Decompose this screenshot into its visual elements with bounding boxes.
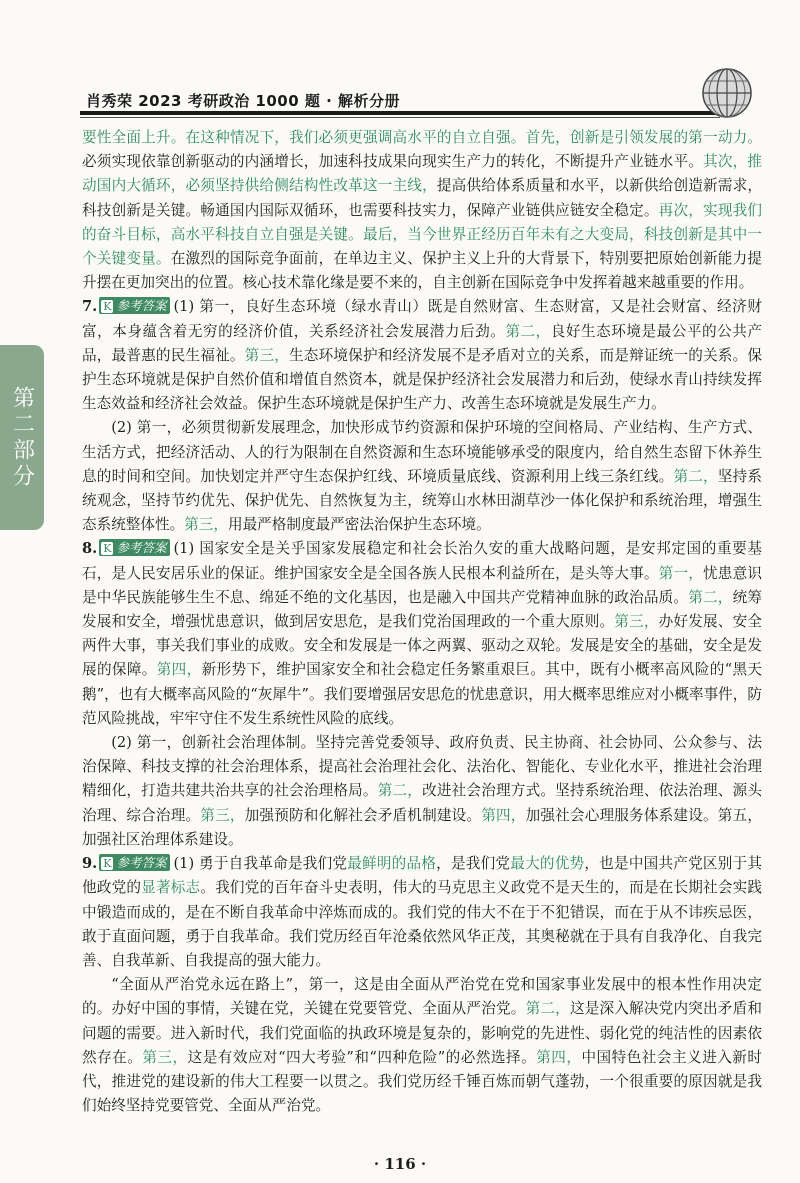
highlighted-text: 第三， [200,806,245,824]
body-text: 忧患意识是中华民族能够生生不息、绵延不绝的文化基因，也是融入中国共产党精神血脉的政治品质。 [82,564,762,606]
body-text: 这是深入解决党内突出矛盾和问题的需要。进入新时代，我们党面临的执政环境是复杂的，影响党的先进性、弱化党的纯洁性的因素依然存在。 [82,1000,762,1066]
question-number: 7. [82,298,98,316]
highlighted-text: 第二， [505,322,551,340]
section-tab-label: 第二部分 [9,385,35,490]
answer-text [82,298,762,412]
answer-8-part-1 [82,537,762,731]
highlighted-text: 再次，实现我们的奋斗目标，高水平科技自立自强是关键。最后，当今世界正经历百年未有之大变局，科技创新是其中一个关键变量。 [82,201,762,268]
question-number: 9. [82,855,98,873]
body-text: 生态环境保护和经济发展不是矛盾对立的关系，而是辩证统一的关系。保护生态环境就是保护自然价值和增值自然资本，就是保护经济社会发展潜力和后劲，使绿水青山持续发挥生态效益和经济社会效益。保护生态环境就是保护生产力、改善生态环境就是发展生产力。 [82,346,762,413]
highlighted-text: 第一， [658,564,704,582]
highlighted-text: 第三， [184,516,228,534]
body-text: 改进社会治理方式。坚持系统治理、依法治理、源头治理、综合治理。 [82,782,762,824]
answer-badge-label: 参考答案 [116,298,167,314]
answer-text [82,540,762,726]
highlighted-text: 第三， [244,346,290,364]
body-text: 。我们党的百年奋斗史表明，伟大的马克思主义政党不是天生的，而是在长期社会实践中锻造而成的，是在不断自我革命中淬炼而成的。我们党的伟大不在于不犯错误，而在于从不讳疾忌医，敢于直面问题，勇于自我革命。我们党历经百年沧桑依然风华正茂，其奥秘就在于具有自我净化、自我完善、自我革新、自我提高的强大能力。 [82,879,762,969]
book-title: 肖秀荣 2023 考研政治 1000 题 · 解析分册 [86,92,401,110]
body-text: ，是我们党 [436,855,511,873]
continued-paragraph [82,126,762,295]
body-text: ，也是中国共产党区别于其他政党的 [82,855,762,897]
question-number: 8. [82,540,98,558]
globe-icon [700,66,754,120]
highlighted-text: 其次，推动国内大循环，必须坚持供给侧结构性改革这一主线， [82,153,762,195]
highlighted-text: 第四， [481,806,526,824]
body-text: 这是有效应对“四大考验”和“四种危险”的必然选择。 [187,1048,537,1066]
body-text: (2) 第一，创新社会治理体制。坚持完善党委领导、政府负责、民主协商、社会协同、公众参与、法治保障、科技支撑的社会治理体系，提高社会治理社会化、法治化、智能化、专业化水平，推进社会治理精细化，打造共建共治共享的社会治理格局。 [82,734,762,800]
key-icon: K [103,542,112,556]
answer-badge-label: 参考答案 [116,855,167,871]
body-text: 在激烈的国际竞争面前，在单边主义、保护主义上升的大背景下，特别要把原始创新能力提升摆在更加突出的位置。核心技术靠化缘是要不来的，自主创新在国际竞争中发挥着越来越重要的作用。 [82,250,762,292]
highlighted-text: 第三， [614,613,659,631]
answer-text [82,855,762,969]
answer-badge [99,539,170,556]
body-text: 提高供给体系质量和水平，以新供给创造新需求，科技创新是关键。畅通国内国际双循环，也需要科技实力，保障产业链供应链安全稳定。 [82,177,762,219]
body-text: 加强社会心理服务体系建设。第五，加强社区治理体系建设。 [82,806,762,848]
body-text: (1) 勇于自我革命是我们党 [173,855,348,873]
highlighted-text: 最大的优势 [510,855,585,873]
body-text: 办好发展、安全两件大事，事关我们事业的成败。安全和发展是一体之两翼、驱动之双轮。发展是安全的基础，安全是发展的保障。 [82,613,762,679]
key-icon: K [103,300,112,314]
header-rule-thin [80,117,720,118]
highlighted-text: 第四， [156,661,202,679]
body-text: 新形势下，维护国家安全和社会稳定任务繁重艰巨。其中，既有小概率高风险的“黑天鹅”，也有大概率高风险的“灰犀牛”。我们要增强居安思危的忧患意识，用大概率思维应对小概率事件，防范风险挑战，牢牢守住不发生系统性风险的底线。 [82,661,762,727]
answer-content [82,126,762,1118]
highlighted-text: 第三， [142,1048,188,1066]
highlighted-text: 最鲜明的品格 [347,855,437,873]
highlighted-text: 要性全面上升。在这种情况下，我们必须更强调高水平的自立自强。首先，创新是引领发展的第一动力。 [82,129,762,146]
highlighted-text: 第二， [377,782,423,800]
body-text: 统筹发展和安全，增强忧患意识，做到居安思危，是我们党治国理政的一个重大原则。 [82,588,762,631]
highlighted-text: 显著标志 [141,879,201,897]
answer-badge [99,297,170,314]
body-text: 加强预防和化解社会矛盾机制建设。 [244,806,482,824]
page-number: · 116 · [373,1155,427,1173]
highlighted-text: 第四， [536,1048,582,1066]
body-text: 用最严格制度最严密法治保护生态环境。 [227,516,491,534]
highlighted-text: 第二， [673,467,718,485]
answer-8-part-2 [82,731,762,852]
body-text: (2) 第一，必须贯彻新发展理念，加快形成节约资源和保护环境的空间格局、产业结构、生产方式、生活方式，把经济活动、人的行为限制在自然资源和生态环境能够承受的限度内，给自然生态留下休养生息的时间和空间。加快划定并严守生态保护红线、环境质量底线、资源利用上线三条红线。 [82,419,762,485]
body-text: 中国特色社会主义进入新时代，推进党的建设新的伟大工程要一以贯之。我们党历经千锤百炼而朝气蓬勃，一个很重要的原因就是我们始终坚持党要管党、全面从严治党。 [82,1048,762,1115]
body-text: 必须实现依靠创新驱动的内涵增长，加速科技成果向现实生产力的转化，不断提升产业链水平。 [82,153,704,171]
key-icon: K [103,857,112,871]
body-text: “全面从严治党永远在路上”，第一，这是由全面从严治党在党和国家事业发展中的根本性作用决定的。办好中国的事情，关键在党，关键在党要管党、全面从严治党。 [82,976,762,1018]
body-text: (1) 第一，良好生态环境（绿水青山）既是自然财富、生态财富，又是社会财富、经济财富，本身蕴含着无穷的经济价值，关系经济社会发展潜力后劲。 [82,298,762,340]
highlighted-text: 第二， [525,1000,570,1018]
body-text: 坚持系统观念，坚持节约优先、保护优先、自然恢复为主，统筹山水林田湖草沙一体化保护和系统治理，增强生态系统整体性。 [82,467,762,534]
body-text: (1) 国家安全是关乎国家发展稳定和社会长治久安的重大战略问题，是安邦定国的重要基石，是人民安居乐业的保证。维护国家安全是全国各族人民根本利益所在，是头等大事。 [82,540,762,582]
answer-7-part-1 [82,295,762,416]
answer-badge [99,854,170,871]
page-header [0,0,800,118]
body-text: 良好生态环境是最公平的公共产品，最普惠的民生福祉。 [82,322,762,364]
section-tab [0,345,44,530]
answer-9-part-2 [82,973,762,1118]
header-rule [80,111,720,115]
answer-7-part-2 [82,416,762,537]
answer-badge-label: 参考答案 [116,540,167,556]
answer-9-part-1 [82,852,762,973]
highlighted-text: 第二， [688,588,733,606]
